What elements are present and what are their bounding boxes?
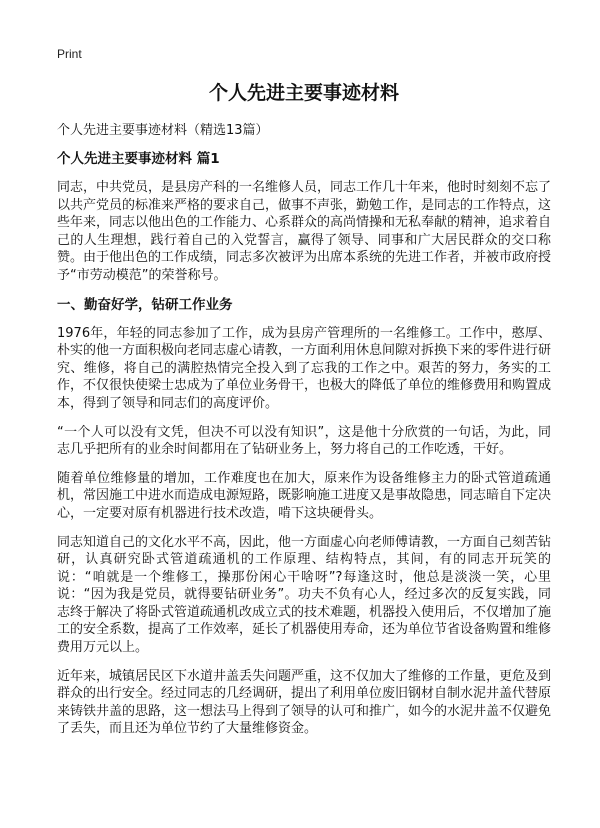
document-body <box>57 179 551 749</box>
document-title: 个人先进主要事迹材料 <box>208 82 399 104</box>
body-paragraph: “一个人可以没有文凭，但决不可以没有知识”，这是他十分欣赏的一句话，为此，同志几乎把所有的业余时间都用在了钻研业务上，努力将自己的工作吃透，干好。 <box>57 424 551 458</box>
body-paragraph: 近年来，城镇居民区下水道井盖丢失问题严重，这不仅加大了维修的工作量，更危及到群众的出行安全。经过同志的几经调研，提出了利用单位废旧钢材自制水泥井盖代替原来铸铁井盖的思路，这一想法马上得到了领导的认可和推广，如今的水泥井盖不仅避免了丢失，而且还为单位节约了大量维修资金。 <box>57 668 552 737</box>
body-paragraph: 1976年，年轻的同志参加了工作，成为县房产管理所的一名维修工。工作中，憨厚、朴实的他一方面积极向老同志虚心请教，一方面利用休息间隙对拆换下来的零件进行研究、维修，将自己的满腔热情完全投入到了忘我的工作之中。艰苦的努力，务实的工作，不仅很快使梁士忠成为了单位业务骨干，也极大的降低了单位的维修费用和购置成本，得到了领导和同志们的高度评价。 <box>57 325 552 411</box>
body-paragraph: 随着单位维修量的增加，工作难度也在加大，原来作为设备维修主力的卧式管道疏通机，常因施工中进水而造成电源短路，既影响施工进度又是事故隐患，同志暗自下定决心，一定要对原有机器进行技术改造，啃下这块硬骨头。 <box>57 470 552 521</box>
document-subtitle: 个人先进主要事迹材料（精选13篇） <box>57 123 269 138</box>
body-paragraph: 同志知道自己的文化水平不高，因此，他一方面虚心向老师傅请教，一方面自己刻苦钻研，认真研究卧式管道疏通机的工作原理、结构特点，其间，有的同志开玩笑的说：“咱就是一个维修工，操那份闲心干啥呀”?每逢这时，他总是淡淡一笑，心里说：“因为我是党员，就得要钻研业务”。功夫不负有心人，经过多次的反复实践，同志终于解决了将卧式管道疏通机改成立式的技术难题，机器投入使用后，不仅增加了施工的安全系数，提高了工作效率，延长了机器使用寿命，还为单位节省设备购置和维修费用万元以上。 <box>57 534 552 656</box>
sub-heading: 一、勤奋好学，钻研工作业务 <box>57 296 233 313</box>
body-paragraph: 同志，中共党员，是县房产科的一名维修人员，同志工作几十年来，他时时刻刻不忘了以共产党员的标准来严格的要求自己，做事不声张，勤勉工作，是同志的工作特点，这些年来，同志以他出色的工作能力、心系群众的高尚情操和无私奉献的精神，追求着自己的人生理想，践行着自己的入党誓言，赢得了领导、同事和广大居民群众的交口称赞。由于他出色的工作成绩，同志多次被评为出席本系统的先进工作者，并被市政府授予“市劳动模范”的荣誉称号。 <box>57 180 552 283</box>
print-link[interactable]: Print <box>57 47 82 61</box>
section-heading: 个人先进主要事迹材料 篇1 <box>57 151 220 167</box>
